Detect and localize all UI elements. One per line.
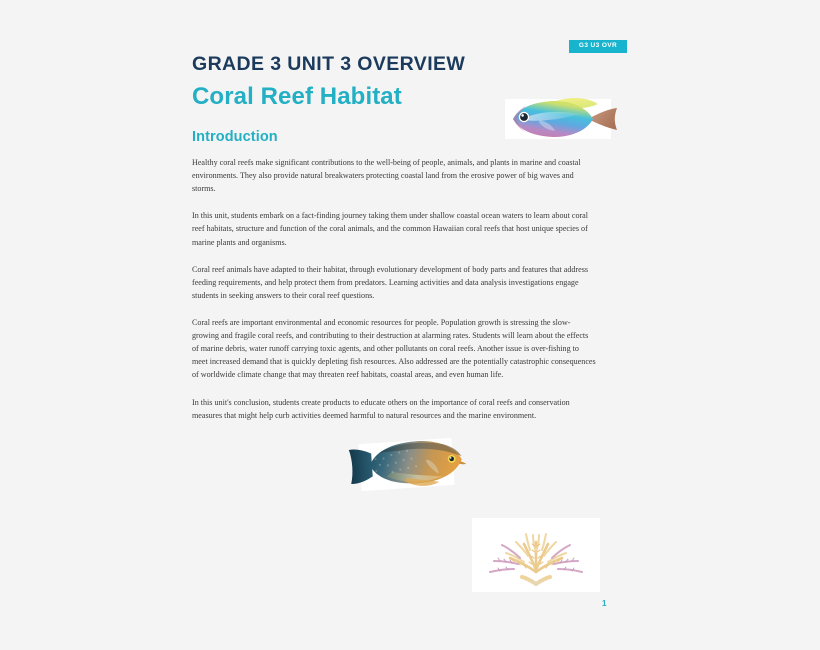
paragraph: Coral reef animals have adapted to their habitat, through evolutionary development of body parts and features that address feeding requirements, and help protect them from predators. Learning activities and data analysis investigations engage students in seeking answers to their coral reef questions.: [192, 264, 589, 300]
paragraph: Coral reefs are important environmental and economic resources for people. Population growth is stressing the slow-growing and fragile coral reefs, and contributing to their destruction at alarming rates. Students will learn about the effects of marine debris, water runoff carrying toxic agents, and other pollutants on coral reefs. Another issue is over-fishing to meet increased demand that is quickly depleting fish resources. Also addressed are the potentially catastrophic consequences of worldwide climate change that may threaten reef habitats, coastal areas, and even human life.: [192, 317, 596, 380]
page-number: 1: [602, 599, 607, 608]
page-title: Coral Reef Habitat: [192, 83, 402, 110]
wrasse-fish-photo: [358, 438, 454, 491]
rainbow-reef-fish-icon: [495, 89, 621, 149]
branching-coral-photo: [472, 518, 600, 592]
paragraph: In this unit's conclusion, students create products to educate others on the importance of coral reefs and conservation measures that might help curb activities deemed harmful to natural resources and the marine environment.: [192, 397, 570, 420]
paragraph: In this unit, students embark on a fact-finding journey taking them under shallow coastal ocean waters to learn about coral reef habitats, structure and function of the coral animals, and the common Hawaiian coral reefs that host unique species of marine plants and organisms.: [192, 211, 589, 247]
introduction-body: [192, 156, 596, 422]
rainbow-reef-fish-photo: [505, 99, 611, 139]
page-kicker: GRADE 3 UNIT 3 OVERVIEW: [192, 53, 466, 75]
wrasse-fish-icon: [340, 427, 475, 506]
branching-coral-icon: [480, 522, 592, 590]
section-heading-introduction: Introduction: [192, 129, 278, 145]
unit-badge: G3 U3 OVR: [569, 40, 627, 53]
paragraph: Healthy coral reefs make significant contributions to the well-being of people, animals, and plants in marine and coastal environments. They also provide natural breakwaters protecting coastal land from the erosive power of big waves and storms.: [192, 158, 581, 194]
